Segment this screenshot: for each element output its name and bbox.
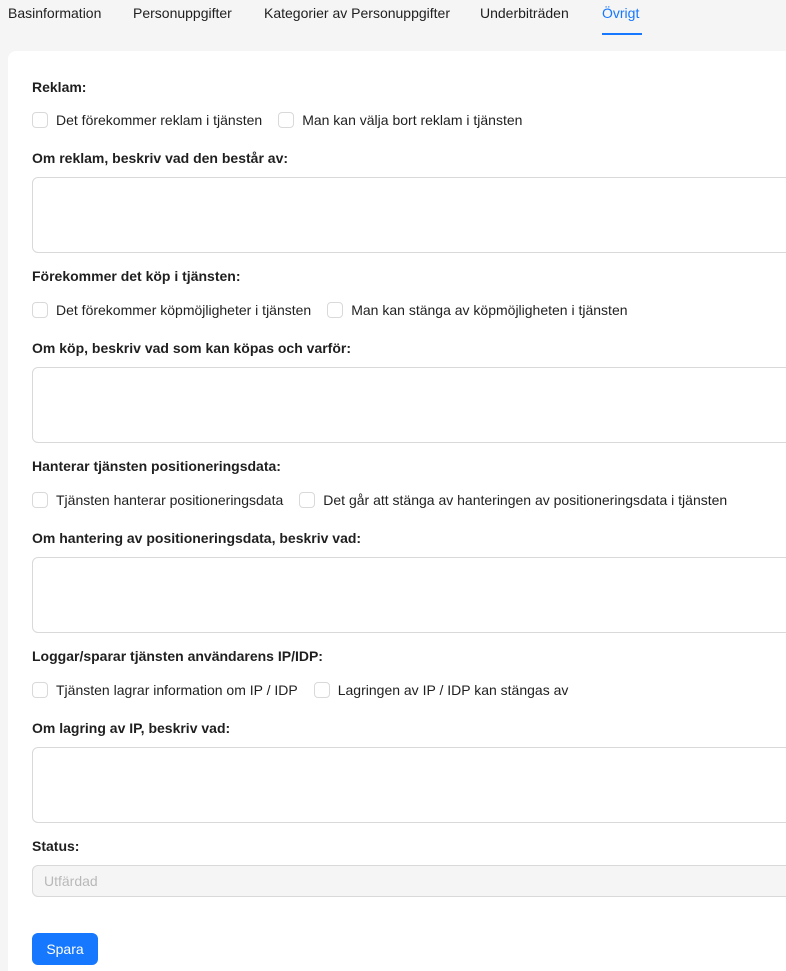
tab-underbitraden[interactable]: Underbiträden bbox=[480, 5, 569, 21]
ip-logging-description-label: Om lagring av IP, beskriv vad: bbox=[32, 720, 231, 736]
checkbox-box[interactable] bbox=[32, 682, 48, 698]
ads-present-checkbox[interactable] bbox=[32, 112, 262, 128]
purchases-checkbox-group bbox=[32, 301, 644, 319]
status-value: Utfärdad bbox=[44, 873, 98, 889]
positioning-handled-checkbox[interactable] bbox=[32, 492, 283, 508]
status-label: Status: bbox=[32, 838, 80, 854]
checkbox-box[interactable] bbox=[32, 112, 48, 128]
positioning-disable-checkbox[interactable] bbox=[299, 492, 727, 508]
tab-bar bbox=[0, 0, 786, 36]
ip-storage-disable-checkbox[interactable] bbox=[314, 682, 569, 698]
ads-optout-checkbox[interactable] bbox=[278, 112, 522, 128]
purchases-label: Förekommer det köp i tjänsten: bbox=[32, 268, 241, 284]
checkbox-label: Tjänsten lagrar information om IP / IDP bbox=[56, 682, 298, 698]
ads-description-textarea[interactable] bbox=[32, 177, 786, 253]
tab-personuppgifter[interactable]: Personuppgifter bbox=[133, 5, 232, 21]
checkbox-label: Det förekommer reklam i tjänsten bbox=[56, 112, 263, 128]
positioning-label: Hanterar tjänsten positioneringsdata: bbox=[32, 458, 281, 474]
ip-logging-checkbox-group bbox=[32, 681, 584, 699]
save-button[interactable]: Spara bbox=[32, 933, 98, 965]
checkbox-box[interactable] bbox=[278, 112, 294, 128]
tab-ovrigt[interactable]: Övrigt bbox=[602, 5, 640, 21]
checkbox-label: Lagringen av IP / IDP kan stängas av bbox=[337, 682, 569, 698]
status-select bbox=[32, 865, 786, 897]
checkbox-label: Det förekommer köpmöjligheter i tjänsten bbox=[56, 302, 312, 318]
ads-checkbox-group bbox=[32, 111, 538, 129]
purchases-present-checkbox[interactable] bbox=[32, 302, 311, 318]
ip-logging-description-textarea[interactable] bbox=[32, 747, 786, 823]
purchases-description-label: Om köp, beskriv vad som kan köpas och varför: bbox=[32, 340, 351, 356]
checkbox-label: Man kan stänga av köpmöjligheten i tjänsten bbox=[351, 302, 628, 318]
tab-kategorier[interactable]: Kategorier av Personuppgifter bbox=[264, 5, 450, 21]
ip-stored-checkbox[interactable] bbox=[32, 682, 298, 698]
checkbox-box[interactable] bbox=[32, 302, 48, 318]
checkbox-box[interactable] bbox=[327, 302, 343, 318]
tab-basinformation[interactable]: Basinformation bbox=[8, 5, 102, 21]
positioning-description-label: Om hantering av positioneringsdata, beskriv vad: bbox=[32, 530, 362, 546]
ads-label: Reklam: bbox=[32, 79, 87, 95]
purchases-description-textarea[interactable] bbox=[32, 367, 786, 443]
positioning-description-textarea[interactable] bbox=[32, 557, 786, 633]
checkbox-box[interactable] bbox=[299, 492, 315, 508]
purchases-disable-checkbox[interactable] bbox=[327, 302, 627, 318]
checkbox-label: Det går att stänga av hanteringen av positioneringsdata i tjänsten bbox=[323, 492, 728, 508]
checkbox-box[interactable] bbox=[314, 682, 330, 698]
positioning-checkbox-group bbox=[32, 491, 743, 509]
checkbox-label: Man kan välja bort reklam i tjänsten bbox=[302, 112, 523, 128]
ads-description-label: Om reklam, beskriv vad den består av: bbox=[32, 150, 289, 166]
active-tab-indicator bbox=[602, 33, 642, 35]
checkbox-label: Tjänsten hanterar positioneringsdata bbox=[56, 492, 284, 508]
ip-logging-label: Loggar/sparar tjänsten användarens IP/IDP: bbox=[32, 648, 323, 664]
checkbox-box[interactable] bbox=[32, 492, 48, 508]
